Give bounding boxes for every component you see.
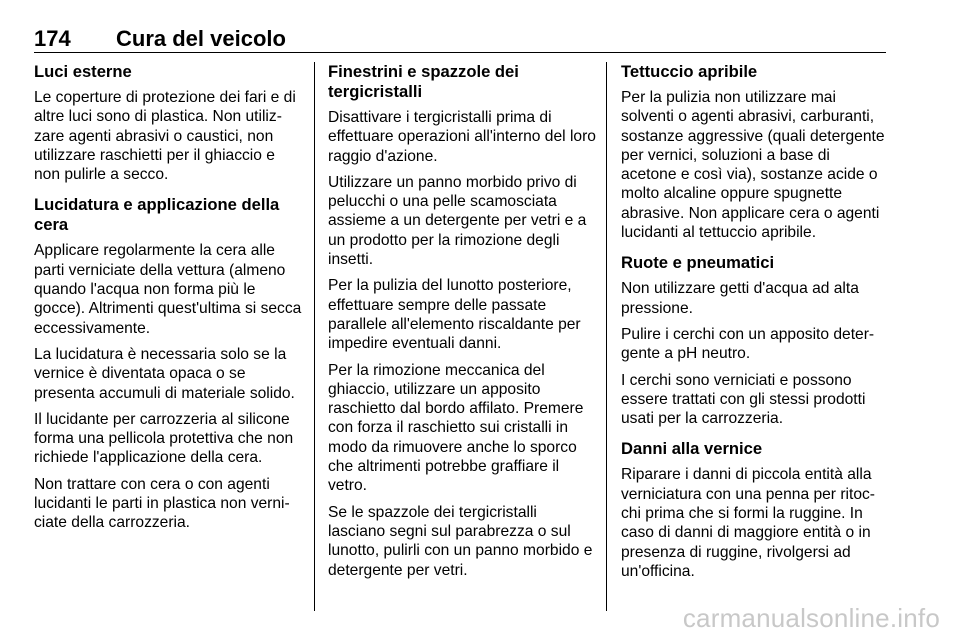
paragraph: Riparare i danni di piccola entità alla verniciatura con una penna per ritocchi prima che si formi la ruggine. In caso di danni di maggiore entità o in presenza di ruggine, rivolgersi ad un'officina. [621, 466, 875, 580]
paragraph: Le coperture di protezione dei fari e di altre luci sono di plastica. Non utilizzare agenti abrasivi o caustici, non utilizzare raschietti per il ghiaccio e non pulirle a secco. [34, 89, 296, 184]
running-title: Cura del veicolo [116, 26, 286, 51]
page-number: 174 [34, 26, 71, 51]
column-2 [328, 62, 596, 591]
paragraph: Per la pulizia non utilizzare mai solventi o agenti abrasivi, carburanti, sostanze aggressive (quali detergente per vernici, soluzioni a base di acetone e così via), sostanze acide o molto alcaline oppure spugnette abrasive. Non applicare cera o agenti lucidanti al tettuccio apribile. [621, 89, 885, 242]
column-divider [606, 62, 607, 611]
column-3 [621, 62, 889, 592]
column-1 [34, 62, 302, 544]
section-finestrini [328, 62, 596, 580]
paragraph: Disattivare i tergicristalli prima di effettuare operazioni all'interno del loro raggio d'azione. [328, 109, 596, 165]
paragraph: Non trattare con cera o con agenti lucidanti le parti in plastica non verniciate della carrozzeria. [34, 475, 290, 532]
paragraph: La lucidatura è necessaria solo se la vernice è diventata opaca o se presenta accumuli di materiale solido. [34, 345, 295, 402]
paragraph: Se le spazzole dei tergicristalli lasciano segni sul parabrezza o sul lunotto, pulirli con un panno morbido e detergente per vetri. [328, 503, 593, 579]
section-heading: Luci esterne [34, 62, 132, 81]
section-tettuccio [621, 62, 889, 242]
watermark: carmanualsonline.info [682, 603, 940, 633]
section-heading: Danni alla vernice [621, 439, 763, 459]
section-heading: Lucidatura e applicazione della cera [34, 195, 280, 235]
section-lucidatura [34, 195, 302, 532]
section-heading: Ruote e pneumatici [621, 253, 775, 273]
paragraph: I cerchi sono verniciati e possono essere trattati con gli stessi prodotti usati per la carrozzeria. [621, 371, 866, 428]
paragraph: Il lucidante per carrozzeria al silicone forma una pellicola protettiva che non richiede l'applicazione della cera. [34, 410, 294, 467]
paragraph: Per la rimozione meccanica del ghiaccio, utilizzare un apposito raschietto dal bordo affilato. Premere con forza il raschietto sui cristalli in modo da rimuovere anche lo sporco che altrimenti potrebbe graffiare il vetro. [328, 361, 584, 495]
paragraph: Per la pulizia del lunotto posteriore, effettuare sempre delle passate parallele all'elemento riscaldante per impedire eventuali danni. [328, 277, 581, 353]
section-ruote [621, 253, 889, 428]
section-heading: Finestrini e spazzole dei tergicristalli [328, 62, 519, 101]
paragraph: Applicare regolarmente la cera alle parti verniciate della vettura (almeno quando l'acqua non forma più le gocce). Altrimenti quest'ultima si secca eccessivamente. [34, 242, 302, 337]
section-luci-esterne [34, 62, 302, 184]
section-heading: Tettuccio apribile [621, 62, 758, 81]
section-danni-vernice [621, 439, 889, 581]
paragraph: Pulire i cerchi con un apposito detergente a pH neutro. [621, 325, 875, 363]
column-divider [314, 62, 315, 611]
paragraph: Non utilizzare getti d'acqua ad alta pressione. [621, 280, 859, 317]
page-header [34, 22, 886, 53]
paragraph: Utilizzare un panno morbido privo di pelucchi o una pelle scamosciata assieme a un detergente per vetri e a un prodotto per la rimozione degli insetti. [328, 173, 587, 269]
